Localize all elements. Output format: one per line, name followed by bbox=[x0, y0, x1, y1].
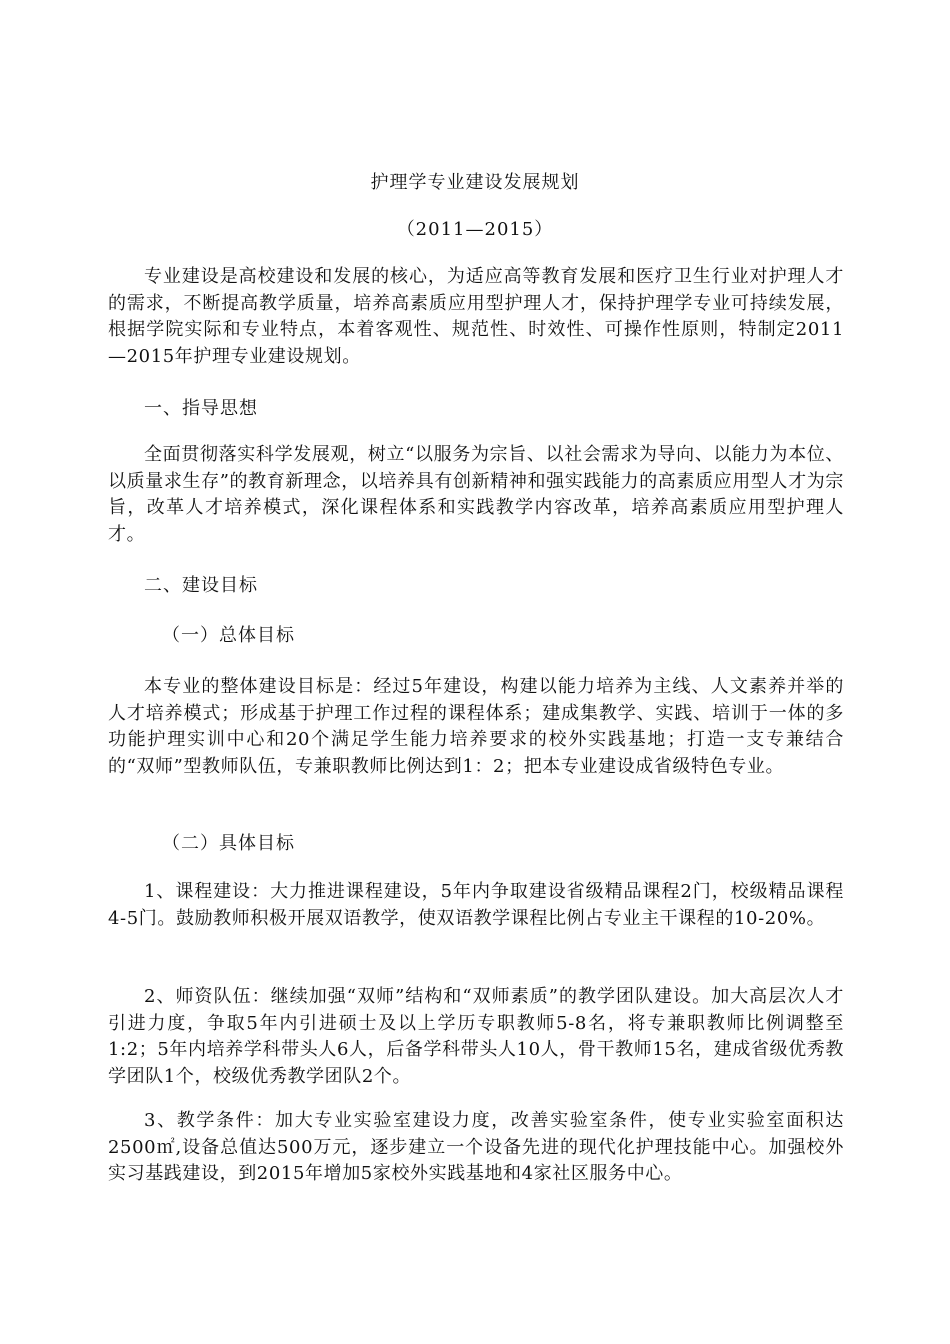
subsection-2-heading: （二）具体目标 bbox=[162, 833, 295, 854]
section-2-heading: 二、建设目标 bbox=[144, 575, 258, 596]
section-1-body: 全面贯彻落实科学发展观，树立“以服务为宗旨、以社会需求为导向、以能力为本位、以质量求生存”的教育新理念，以培养具有创新精神和强实践能力的高素质应用型人才为宗旨，改革人才培养模式，深化课程体系和实践教学内容改革，培养高素质应用型护理人才。 bbox=[108, 444, 844, 545]
goal-item-1: 1、课程建设：大力推进课程建设，5年内争取建设省级精品课程2门，校级精品课程4-5门。鼓励教师积极开展双语教学，使双语教学课程比例占专业主干课程的10-20%。 bbox=[108, 881, 844, 929]
intro-paragraph: 专业建设是高校建设和发展的核心，为适应高等教育发展和医疗卫生行业对护理人才的需求，不断提高教学质量，培养高素质应用型护理人才，保持护理学专业可持续发展，根据学院实际和专业特点，本着客观性、规范性、时效性、可操作性原则，特制定2011—2015年护理专业建设规划。 bbox=[108, 266, 844, 367]
goal-item-2: 2、师资队伍：继续加强“双师”结构和“双师素质”的教学团队建设。加大高层次人才引进力度，争取5年内引进硕士及以上学历专职教师5-8名，将专兼职教师比例调整至1:2；5年内培养学科带头人6人，后备学科带头人10人，骨干教师15名，建成省级优秀教学团队1个，校级优秀教学团队2个。 bbox=[108, 986, 844, 1087]
goal-item-3: 3、教学条件：加大专业实验室建设力度，改善实验室条件，使专业实验室面积达2500㎡,设备总值达500万元，逐步建立一个设备先进的现代化护理技能中心。加强校外实习基践建设，到2015年增加5家校外实践基地和4家社区服务中心。 bbox=[108, 1110, 844, 1184]
subsection-1-heading: （一）总体目标 bbox=[162, 625, 295, 646]
document-subtitle: （2011—2015） bbox=[396, 219, 554, 240]
document-title: 护理学专业建设发展规划 bbox=[370, 172, 580, 193]
section-1-heading: 一、指导思想 bbox=[144, 398, 258, 419]
subsection-1-body: 本专业的整体建设目标是：经过5年建设，构建以能力培养为主线、人文素养并举的人才培养模式；形成基于护理工作过程的课程体系；建成集教学、实践、培训于一体的多功能护理实训中心和20个满足学生能力培养要求的校外实践基地；打造一支专兼结合的“双师”型教师队伍，专兼职教师比例达到1：2；把本专业建设成省级特色专业。 bbox=[108, 676, 844, 777]
